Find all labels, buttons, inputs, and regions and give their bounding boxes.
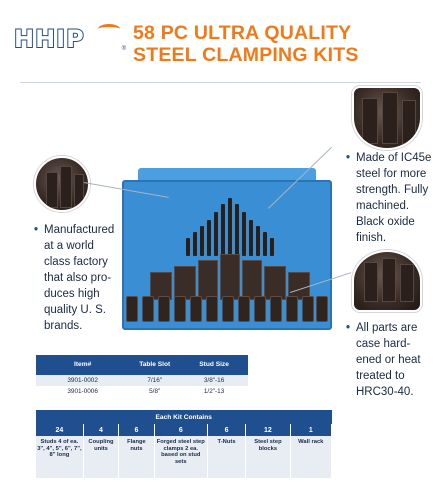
headline-line-1: 58 PC ULTRA QUALITY	[133, 22, 352, 44]
callout-line: steel for more	[356, 168, 427, 180]
quantity-cell: 6	[207, 424, 245, 436]
callout-steel	[346, 150, 440, 246]
table-cell: 3/8"-16	[180, 375, 248, 386]
detail-zoom-steel	[352, 86, 422, 150]
callout-line: Made of IC45e	[356, 152, 432, 164]
callout-line: All parts are	[356, 322, 418, 334]
description-cell: Coupling units	[83, 436, 118, 478]
description-cell: Flange nuts	[119, 436, 154, 478]
callout-line: class factory	[44, 256, 108, 268]
table-row	[36, 386, 248, 397]
callout-line: duces high	[44, 288, 100, 300]
callout-line: case hard-	[356, 338, 411, 350]
column-header: Item#	[36, 355, 129, 375]
table-cell: 7/16"	[129, 375, 180, 386]
table-cell: 5/8"	[129, 386, 180, 397]
quantity-cell: 24	[36, 424, 83, 436]
callout-line: HRC30-40.	[356, 386, 414, 398]
table-cell: 3901-0006	[36, 386, 129, 397]
description-cell: Steel step blocks	[246, 436, 290, 478]
t-nut-and-coupling-row	[124, 292, 330, 326]
quantity-cell: 12	[246, 424, 290, 436]
quantity-cell: 4	[83, 424, 118, 436]
column-header: Table Slot	[129, 355, 180, 375]
quantity-cell: 6	[119, 424, 154, 436]
kit-contents-table	[36, 410, 332, 478]
description-row	[36, 436, 332, 478]
logo-text: HHIP	[14, 25, 85, 53]
brand-logo	[14, 24, 126, 54]
table-cell: 3901-0002	[36, 375, 129, 386]
callout-line: machined.	[356, 200, 410, 212]
callout-line: ened or heat	[356, 354, 421, 366]
callout-line: finish.	[356, 232, 387, 244]
detail-zoom-hardened	[352, 250, 422, 312]
column-header: Stud Size	[180, 355, 248, 375]
description-cell: T-Nuts	[207, 436, 245, 478]
bullet-icon: •	[346, 322, 351, 334]
bullet-icon: •	[346, 152, 351, 164]
callout-line: Manufactured	[44, 224, 115, 236]
callout-factory	[34, 222, 148, 334]
description-cell: Studs 4 of ea. 3", 4", 5", 6", 7", 8" long	[36, 436, 83, 478]
detail-zoom-blocks	[34, 156, 90, 212]
callout-line: that also pro-	[44, 272, 112, 284]
callout-line: quality U. S.	[44, 304, 106, 316]
item-spec-table	[36, 355, 248, 397]
table-row	[36, 375, 248, 386]
table-cell: 1/2"-13	[180, 386, 248, 397]
registered-mark: ®	[121, 46, 126, 52]
headline	[133, 22, 359, 66]
callout-line: treated to	[356, 370, 405, 382]
description-cell: Wall rack	[290, 436, 331, 478]
callout-hardened	[346, 320, 440, 400]
logo-swoosh	[98, 24, 120, 34]
kit-table-caption: Each Kit Contains	[36, 410, 332, 424]
headline-line-2: STEEL CLAMPING KITS	[133, 44, 359, 66]
quantity-row	[36, 424, 332, 436]
bullet-icon: •	[34, 224, 39, 236]
description-cell: Forged steel step clamps 2 ea. based on stud sets	[154, 436, 207, 478]
callout-line: strength. Fully	[356, 184, 429, 196]
quantity-cell: 6	[154, 424, 207, 436]
header-divider	[20, 82, 421, 83]
callout-line: Black oxide	[356, 216, 415, 228]
stud-set	[186, 196, 276, 256]
callout-line: brands.	[44, 320, 83, 332]
quantity-cell: 1	[290, 424, 331, 436]
callout-line: at a world	[44, 240, 94, 252]
